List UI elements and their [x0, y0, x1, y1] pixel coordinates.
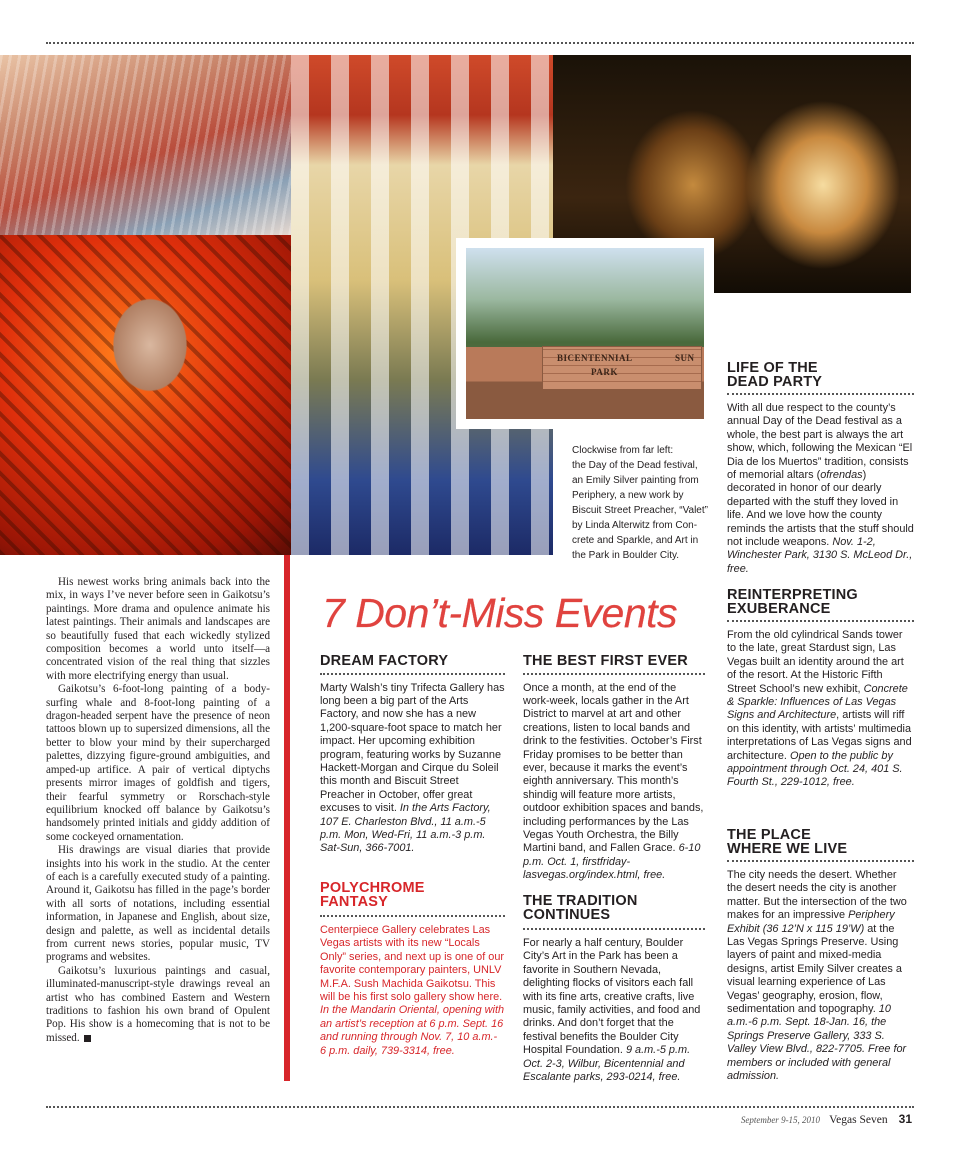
- events-title: 7 Don’t-Miss Events: [322, 590, 678, 636]
- event-polychrome-fantasy: [320, 882, 505, 1058]
- event-body: [727, 402, 914, 576]
- article-paragraph: Gaikotsu’s luxurious paintings and casual, illuminated-manuscript-style drawings reveal an artist who has combined Eastern and Western traditions to fashion his own brand of Opulent Pop. His show is a homecoming that is not to be missed.: [46, 964, 270, 1044]
- event-text: With all due respect to the county’s annual Day of the Dead festival as a whole, the best part is always the art show, which, following the Mexican “El Dia de los Muertos” tradition, consists of memorial altars (: [727, 402, 913, 482]
- page-number: 31: [898, 1112, 912, 1126]
- event-text: at the Las Vegas Springs Preserve. Using layers of paint and mixed-media designs, artist Emily Silver creates a visual learning experience of Las Vegas’ geography, erosion, flow, sedimentation and topography.: [727, 922, 902, 1016]
- caption-line: crete and Sparkle, and Art in: [572, 535, 699, 546]
- park-sign: [542, 346, 702, 390]
- event-place-where-we-live: [727, 829, 914, 1084]
- bottom-dotted-rule: [46, 1106, 914, 1108]
- event-life-of-dead-party: [727, 362, 914, 576]
- event-heading-rule: [320, 915, 505, 917]
- caption-line: an Emily Silver painting from: [572, 475, 699, 486]
- event-heading: POLYCHROME FANTASY: [320, 880, 425, 910]
- photo-caption: [572, 443, 712, 563]
- event-tradition-continues: [523, 895, 705, 1084]
- event-details: 10 a.m.-6 p.m. Sept. 18-Jan. 16, the Springs Preserve Gallery, 333 S. Valley View Blvd., 822-7705. Free for members or included with general admission.: [727, 1003, 907, 1083]
- caption-line: the Day of the Dead festival,: [572, 460, 698, 471]
- event-text: ) decorated in honor of our dearly departed with the stuff they loved in life. And we love how the county reminds the artists that the stuff should not include weapons.: [727, 469, 914, 549]
- event-text: The city needs the desert. Whether the desert needs the city is another matter. But the intersection of the two makes for an impressive: [727, 869, 907, 922]
- event-emphasis: ofrendas: [820, 469, 863, 482]
- event-heading: DREAM FACTORY: [320, 655, 505, 675]
- event-emphasis: Periphery Exhibit (36 12’N x 115 19’W): [727, 909, 895, 935]
- event-body: [320, 924, 505, 1058]
- event-body: [727, 629, 914, 790]
- page-footer: [741, 1112, 912, 1126]
- event-best-first-ever: [523, 655, 705, 883]
- top-dotted-rule: [46, 42, 914, 44]
- caption-line: the Park in Boulder City.: [572, 550, 680, 561]
- caption-line: Biscuit Street Preacher, “Valet”: [572, 505, 708, 516]
- red-vertical-rule: [284, 555, 290, 1081]
- event-text: Centerpiece Gallery celebrates Las Vegas artists with its new “Locals Only” series, and next up is one of our favorite contemporary painters, UNLV M.F.A. Sush Machida Gaikotsu. This will be his first solo gallery show here.: [320, 924, 505, 1004]
- article-paragraph: His drawings are visual diaries that provide insights into his work in the studio. At the center of each is a carefully executed study of a painting. Around it, Gaikotsu has filled in the page’s border with all sorts of notations, including essential information, in Japanese and English, about size, design and palette, as well as incidental details from current news stories, popular music, TV programs and websites.: [46, 844, 270, 964]
- park-sign-line1: BICENTENNIAL: [557, 353, 633, 363]
- caption-line: Clockwise from far left:: [572, 445, 674, 456]
- event-body: [320, 682, 505, 856]
- article-paragraph: Gaikotsu’s 6-foot-long painting of a body-surfing whale and 8-foot-long painting of a dragon-headed serpent have the presence of neon tattoos blown up to supersized dimensions, all the better to blow your mind by their supercharged palettes, dizzying figure-ground ambiguities, and amped-up artifice. A pair of vertical diptychs presents mirror images of goldfish and tigers, their fearful symmetry or Rorschach-style equilibrium knocked off balance by Gaikotsu’s handsomely printed initials and giddy addition of some cockeyed ornamentation.: [46, 683, 270, 843]
- event-details: Open to the public by appointment through Oct. 24, 401 S. Fourth St., 229-1012, free.: [727, 749, 903, 789]
- event-body: [727, 869, 914, 1084]
- event-text: Once a month, at the end of the work-week, locals gather in the Art District to marvel at art and other creations, listen to local bands and drink to the festivities. October’s First Friday promises to be better than ever, because it marks the event’s eighth anniversary. This month’s shindig will feature more artists, outdoor exhibition spaces and bands, including performances by the Las Vegas Youth Orchestra, the Billy Martini band, and Fallen Grace.: [523, 681, 704, 855]
- event-heading: LIFE OF THE DEAD PARTY: [727, 362, 914, 395]
- event-text: From the old cylindrical Sands tower to the late, great Stardust sign, Las Vegas built an identity around the art of the resort. At the Historic Fifth Street School’s new exhibit,: [727, 629, 904, 695]
- event-body: [523, 937, 705, 1084]
- event-heading: REINTERPRETING EXUBERANCE: [727, 589, 914, 622]
- event-details: 9 a.m.-5 p.m. Oct. 2-3, Wilbur, Bicentennial and Escalante parks, 293-0214, free.: [523, 1044, 691, 1084]
- event-heading: THE BEST FIRST EVER: [523, 655, 705, 675]
- event-reinterpreting-exuberance: [727, 589, 914, 790]
- event-dream-factory: [320, 655, 505, 856]
- event-text: For nearly a half century, Boulder City’s Art in the Park has been a favorite in Southern Nevada, delighting flocks of visitors each fall with its fine arts, creative crafts, live music, family activities, and food and drinks. And don’t forget that the festival benefits the Boulder City Hospital Foundation.: [523, 937, 701, 1057]
- magazine-name: Vegas Seven: [829, 1114, 888, 1126]
- photo-painting-abstract: [0, 55, 291, 235]
- event-heading: THE TRADITION CONTINUES: [523, 893, 638, 923]
- article-paragraph: His newest works bring animals back into the mix, in ways I’ve never before seen in Gaikotsu’s paintings. More drama and opulence animate his latest paintings. Their animals and landscapes are so beautifully fused that each wickedly stylized composition becomes a world unto itself—a concentrated vision of the real thing that sizzles with more electrifying energy than usual.: [46, 576, 270, 682]
- event-details: In the Mandarin Oriental, opening with an artist’s reception at 6 p.m. Sept. 16 and running through Nov. 7, 10 a.m.- 6 p.m. daily, 739-3314, free.: [320, 1004, 505, 1057]
- event-details: 6-10 p.m. Oct. 1, firstfriday-lasvegas.org/index.html, free.: [523, 842, 701, 882]
- article-paragraph-last: [46, 965, 270, 1045]
- park-sign-line2: PARK: [591, 367, 618, 377]
- event-emphasis: Concrete & Sparkle: Influences of Las Vegas Signs and Architecture: [727, 682, 908, 722]
- event-details: In the Arts Factory, 107 E. Charleston Blvd., 11 a.m.-5 p.m. Mon, Wed-Fri, 11 a.m.-3 p.m. Sat-Sun, 366-7001.: [320, 802, 491, 855]
- park-sign-side: SUN: [675, 353, 695, 363]
- end-of-story-icon: [84, 1035, 91, 1042]
- caption-line: by Linda Alterwitz from Con-: [572, 520, 698, 531]
- photo-day-of-dead-dancer: [0, 235, 291, 555]
- photo-art-in-the-park: [466, 248, 704, 419]
- event-heading: THE PLACE WHERE WE LIVE: [727, 829, 914, 862]
- event-text: , artists will riff on this identity, with artists’ multimedia interpretations of Las Vegas signs and architecture.: [727, 709, 912, 762]
- event-text: Marty Walsh’s tiny Trifecta Gallery has long been a big part of the Arts Factory, and now she has a new 1,200-square-foot space to match her impact. Her upcoming exhibition program, featuring works by Suzanne Hackett-Morgan and Cirque du Soleil this month and Biscuit Street Preacher in October, offer great excuses to visit.: [320, 681, 505, 815]
- caption-line: Periphery, a new work by: [572, 490, 684, 501]
- issue-date: September 9-15, 2010: [740, 1115, 821, 1125]
- event-details: Nov. 1-2, Winchester Park, 3130 S. McLeod Dr., free.: [727, 536, 913, 575]
- event-heading-rule: [523, 928, 705, 930]
- event-body: [523, 682, 705, 883]
- article-column: [46, 576, 270, 1045]
